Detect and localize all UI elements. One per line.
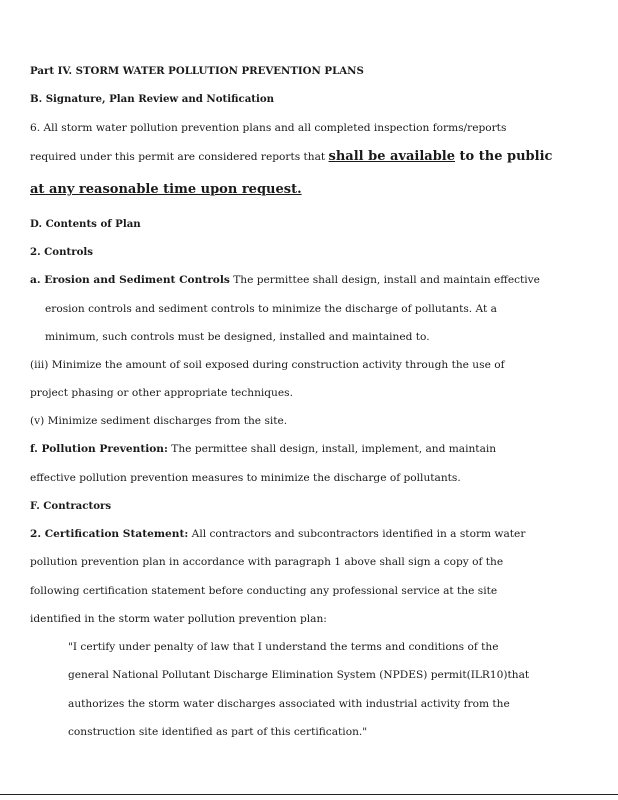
section-f-heading: F. Contractors — [30, 500, 112, 512]
pollution-label: f. Pollution Prevention: — [30, 443, 168, 455]
erosion-label: a. Erosion and Sediment Controls — [30, 274, 230, 286]
pollution-line2: effective pollution prevention measures to minimize the discharge of pollutants. — [30, 472, 461, 484]
quote-line2: general National Pollutant Discharge Elimination System (NPDES) permit(ILR10)that — [68, 669, 530, 681]
pollution-line1-rest: The permittee shall design, install, implement, and maintain — [167, 443, 497, 455]
certification-line1 — [30, 527, 598, 541]
certification-line3: following certification statement before conducting any professional service at the site — [30, 585, 498, 597]
erosion-line1-rest: The permittee shall design, install and maintain effective — [229, 274, 540, 286]
para6-line1: 6. All storm water pollution prevention plans and all completed inspection forms/reports — [30, 122, 507, 134]
section-b-heading: B. Signature, Plan Review and Notification — [30, 93, 275, 105]
para6-line2-start: required under this permit are considered reports that — [30, 151, 329, 163]
item-iii-line1: (iii) Minimize the amount of soil exposed during construction activity through the use of — [30, 359, 505, 371]
certification-line4: identified in the storm water pollution prevention plan: — [30, 613, 327, 625]
erosion-line3: minimum, such controls must be designed, installed and maintained to. — [45, 331, 430, 343]
erosion-line2: erosion controls and sediment controls to minimize the discharge of pollutants. At a — [45, 303, 497, 315]
para6-line2 — [30, 149, 598, 165]
controls-heading: 2. Controls — [30, 246, 93, 258]
to-the-public-emphasis: to the public — [455, 149, 553, 164]
item-iii-line2: project phasing or other appropriate techniques. — [30, 387, 293, 399]
item-v: (v) Minimize sediment discharges from the site. — [30, 415, 288, 427]
certification-line2: pollution prevention plan in accordance with paragraph 1 above shall sign a copy of the — [30, 556, 504, 568]
bottom-divider — [0, 794, 618, 795]
reasonable-time-emphasis: at any reasonable time upon request. — [30, 182, 302, 197]
erosion-line1 — [30, 273, 598, 287]
certification-line1-rest: All contractors and subcontractors identified in a storm water — [188, 528, 526, 540]
part-heading: Part IV. STORM WATER POLLUTION PREVENTION PLANS — [30, 65, 364, 77]
certification-label: 2. Certification Statement: — [30, 528, 189, 540]
quote-line4: construction site identified as part of this certification." — [68, 726, 368, 738]
quote-line3: authorizes the storm water discharges associated with industrial activity from the — [68, 698, 510, 710]
shall-be-available-emphasis: shall be available — [328, 149, 456, 164]
section-d-heading: D. Contents of Plan — [30, 218, 141, 230]
pollution-line1 — [30, 442, 598, 456]
quote-line1: "I certify under penalty of law that I understand the terms and conditions of the — [68, 641, 499, 653]
para6-line3 — [30, 182, 598, 198]
